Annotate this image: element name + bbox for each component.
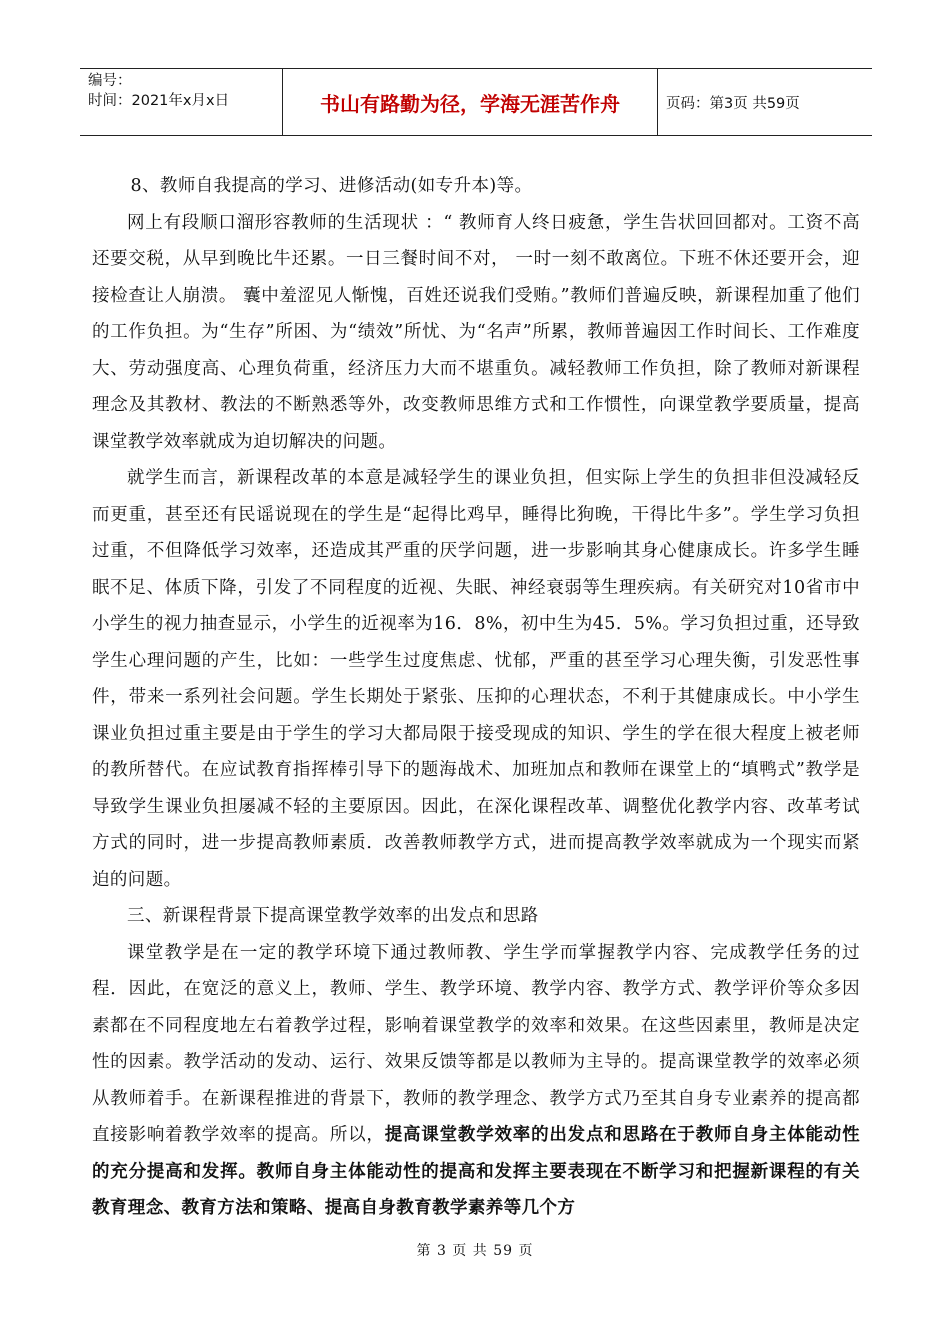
section-heading-3: 三、新课程背景下提高课堂教学效率的出发点和思路 [127, 906, 539, 926]
header-info-cell [80, 69, 283, 135]
paragraph-classroom-teaching [92, 935, 860, 1227]
page-header [80, 68, 872, 136]
paragraph-teacher-life: 网上有段顺口溜形容教师的生活现状 ：“ 教师育人终日疲惫，学生告状回回都对。工资不高还要交税，从早到晚比牛还累。一日三餐时间不对， 一时一刻不敢离位。下班不休还要开会，迎接检查让人崩溃。 囊中羞涩见人惭愧，百姓还说我们受贿。”教师们普遍反映，新课程加重了他们的工作负担。为“生存”所困、为“绩效”所忧、为“名声”所累，教师普遍因工作时间长、工作难度大、劳动强度高、心理负荷重，经济压力大而不堪重负。减轻教师工作负担，除了教师对新课程理念及其教材、教法的不断熟悉等外，改变教师思维方式和工作惯性，向课堂教学要质量，提高课堂教学效率就成为迫切解决的问题。 [92, 212, 860, 452]
paragraph-normal-text: 课堂教学是在一定的教学环境下通过教师教、学生学而掌握教学内容、完成教学任务的过程．因此，在宽泛的意义上，教师、学生、教学环境、教学内容、教学方式、教学评价等众多因素都在不同程度地左右着教学过程，影响着课堂教学的效率和效果。在这些因素里，教师是决定性的因素。教学活动的发动、运行、效果反馈等都是以教师为主导的。提高课堂教学的效率必须从教师着手。在新课程推进的背景下，教师的教学理念、教学方式乃至其自身专业素养的提高都直接影响着教学效率的提高。所以， [92, 942, 860, 1145]
document-time-label: 时间：2021年x月x日 [88, 93, 230, 109]
paragraph-bold-text: 提高课堂教学效率的出发点和思路在于教师自身主体能动性的充分提高和发挥。教师自身主体能动性的提高和发挥主要表现在不断学习和把握新课程的有关教育理念、教育方法和策略、提高自身教育教学素养等几个方 [92, 1125, 860, 1218]
header-motto: 书山有路勤为径，学海无涯苦作舟 [283, 69, 658, 135]
page-footer: 第 3 页 共 59 页 [416, 1243, 534, 1259]
paragraph-student-burden: 就学生而言，新课程改革的本意是减轻学生的课业负担，但实际上学生的负担非但没减轻反而更重，甚至还有民谣说现在的学生是“起得比鸡早，睡得比狗晚，干得比牛多”。学生学习负担过重，不但降低学习效率，还造成其严重的厌学问题，进一步影响其身心健康成长。许多学生睡眠不足、体质下降，引发了不同程度的近视、失眠、神经衰弱等生理疾病。有关研究对10省市中小学生的视力抽查显示，小学生的近视率为16．8%，初中生为45．5%。学习负担过重，还导致学生心理问题的产生，比如：一些学生过度焦虑、忧郁，严重的甚至学习心理失衡，引发恶性事件，带来一系列社会问题。学生长期处于紧张、压抑的心理状态，不利于其健康成长。中小学生课业负担过重主要是由于学生的学习大都局限于接受现成的知识、学生的学在很大程度上被老师的教所替代。在应试教育指挥棒引导下的题海战术、加班加点和教师在课堂上的“填鸭式”教学是导致学生课业负担屡减不轻的主要原因。因此，在深化课程改革、调整优化教学内容、改革考试方式的同时，进一步提高教师素质．改善教师教学方式，进而提高教学效率就成为一个现实而紧迫的问题。 [92, 468, 860, 890]
document-body [92, 168, 860, 1227]
header-page-label: 页码：第3页 共59页 [666, 95, 800, 112]
paragraph-item-8: 8、教师自我提高的学习、进修活动(如专升本)等。 [130, 176, 533, 196]
document-number-label: 编号： [88, 73, 132, 89]
